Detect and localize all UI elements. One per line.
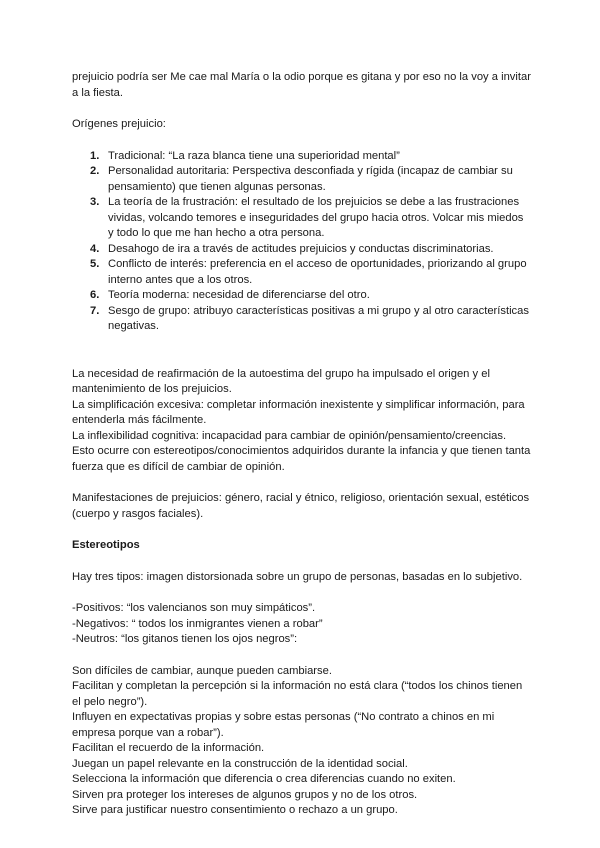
list-number: 6. xyxy=(90,289,100,301)
list-item xyxy=(72,304,532,335)
list-item xyxy=(72,149,532,165)
negative-example: -Negativos: “ todos los inmigrantes vienen a robar” xyxy=(72,617,323,630)
list-text: Sesgo de grupo: atribuyo características positivas a mi grupo y al otro características negativas. xyxy=(108,304,529,332)
need-paragraph: La necesidad de reafirmación de la autoestima del grupo ha impulsado el origen y el mantenimiento de los prejuicios. xyxy=(72,367,490,395)
origins-list xyxy=(72,149,532,335)
section-heading: Estereotipos xyxy=(72,539,140,551)
inflexibility-paragraph: La inflexibilidad cognitiva: incapacidad para cambiar de opinión/pensamiento/creencias. xyxy=(72,429,507,442)
intro-line-1: prejuicio podría ser Me cae mal María o la odio porque es gitana y por eso no la voy a invitar xyxy=(72,71,531,83)
list-number: 3. xyxy=(90,196,100,208)
list-item xyxy=(72,195,532,242)
list-item xyxy=(72,242,532,258)
list-text: Tradicional: “La raza blanca tiene una superioridad mental” xyxy=(108,149,400,162)
intro-line-2: a la fiesta. xyxy=(72,86,123,99)
list-text: Conflicto de interés: preferencia en el acceso de oportunidades, priorizando al grupo interno antes que a los otros. xyxy=(108,258,527,286)
list-text: Teoría moderna: necesidad de diferenciarse del otro. xyxy=(108,289,370,301)
document-page xyxy=(72,70,532,819)
fact-line: Juegan un papel relevante en la construcción de la identidad social. xyxy=(72,757,408,770)
fact-line: Facilitan y completan la percepción si la información no está clara (“todos los chinos tienen el pelo negro”). xyxy=(72,680,523,708)
neutral-example: -Neutros: “los gitanos tienen los ojos negros”: xyxy=(72,633,298,645)
fact-line: Facilitan el recuerdo de la información. xyxy=(72,742,265,754)
list-item xyxy=(72,288,532,304)
fact-line: Sirven pra proteger los intereses de algunos grupos y no de los otros. xyxy=(72,788,418,801)
fact-line: Sirve para justificar nuestro consentimiento o rechazo a un grupo. xyxy=(72,804,398,816)
list-item xyxy=(72,164,532,195)
list-text: La teoría de la frustración: el resultado de los prejuicios se debe a las frustraciones vividas, volcando temores e inseguridades del grupo hacia otros. Volcar mis miedos y todo lo que me han hecho a otra persona. xyxy=(108,196,524,239)
positive-example: -Positivos: “los valencianos son muy simpáticos”. xyxy=(72,602,316,614)
fact-line: Influyen en expectativas propias y sobre estas personas (“No contrato a chinos en mi empresa porque van a robar”). xyxy=(72,711,495,739)
fact-line: Son difíciles de cambiar, aunque pueden cambiarse. xyxy=(72,664,332,677)
list-number: 5. xyxy=(90,258,100,270)
fact-line: Selecciona la información que diferencia o crea diferencias cuando no exiten. xyxy=(72,773,456,785)
list-number: 2. xyxy=(90,165,100,177)
list-number: 7. xyxy=(90,304,100,317)
list-text: Personalidad autoritaria: Perspectiva desconfiada y rígida (incapaz de cambiar su pensamiento) que tienen algunas personas. xyxy=(108,165,513,193)
childhood-paragraph: Esto ocurre con estereotipos/conocimientos adquiridos durante la infancia y que tienen tanta fuerza que es difícil de cambiar de opinión. xyxy=(72,445,531,473)
list-item xyxy=(72,257,532,288)
origins-title: Orígenes prejuicio: xyxy=(72,118,166,130)
list-number: 4. xyxy=(90,242,100,255)
simplification-paragraph: La simplificación excesiva: completar información inexistente y simplificar información, para entenderla más fácilmente. xyxy=(72,398,525,426)
manifestations-paragraph: Manifestaciones de prejuicios: género, racial y étnico, religioso, orientación sexual, estéticos (cuerpo y rasgos faciales). xyxy=(72,492,530,520)
types-paragraph: Hay tres tipos: imagen distorsionada sobre un grupo de personas, basadas en lo subjetivo. xyxy=(72,570,523,583)
list-text: Desahogo de ira a través de actitudes prejuicios y conductas discriminatorias. xyxy=(108,242,494,255)
list-number: 1. xyxy=(90,149,100,162)
